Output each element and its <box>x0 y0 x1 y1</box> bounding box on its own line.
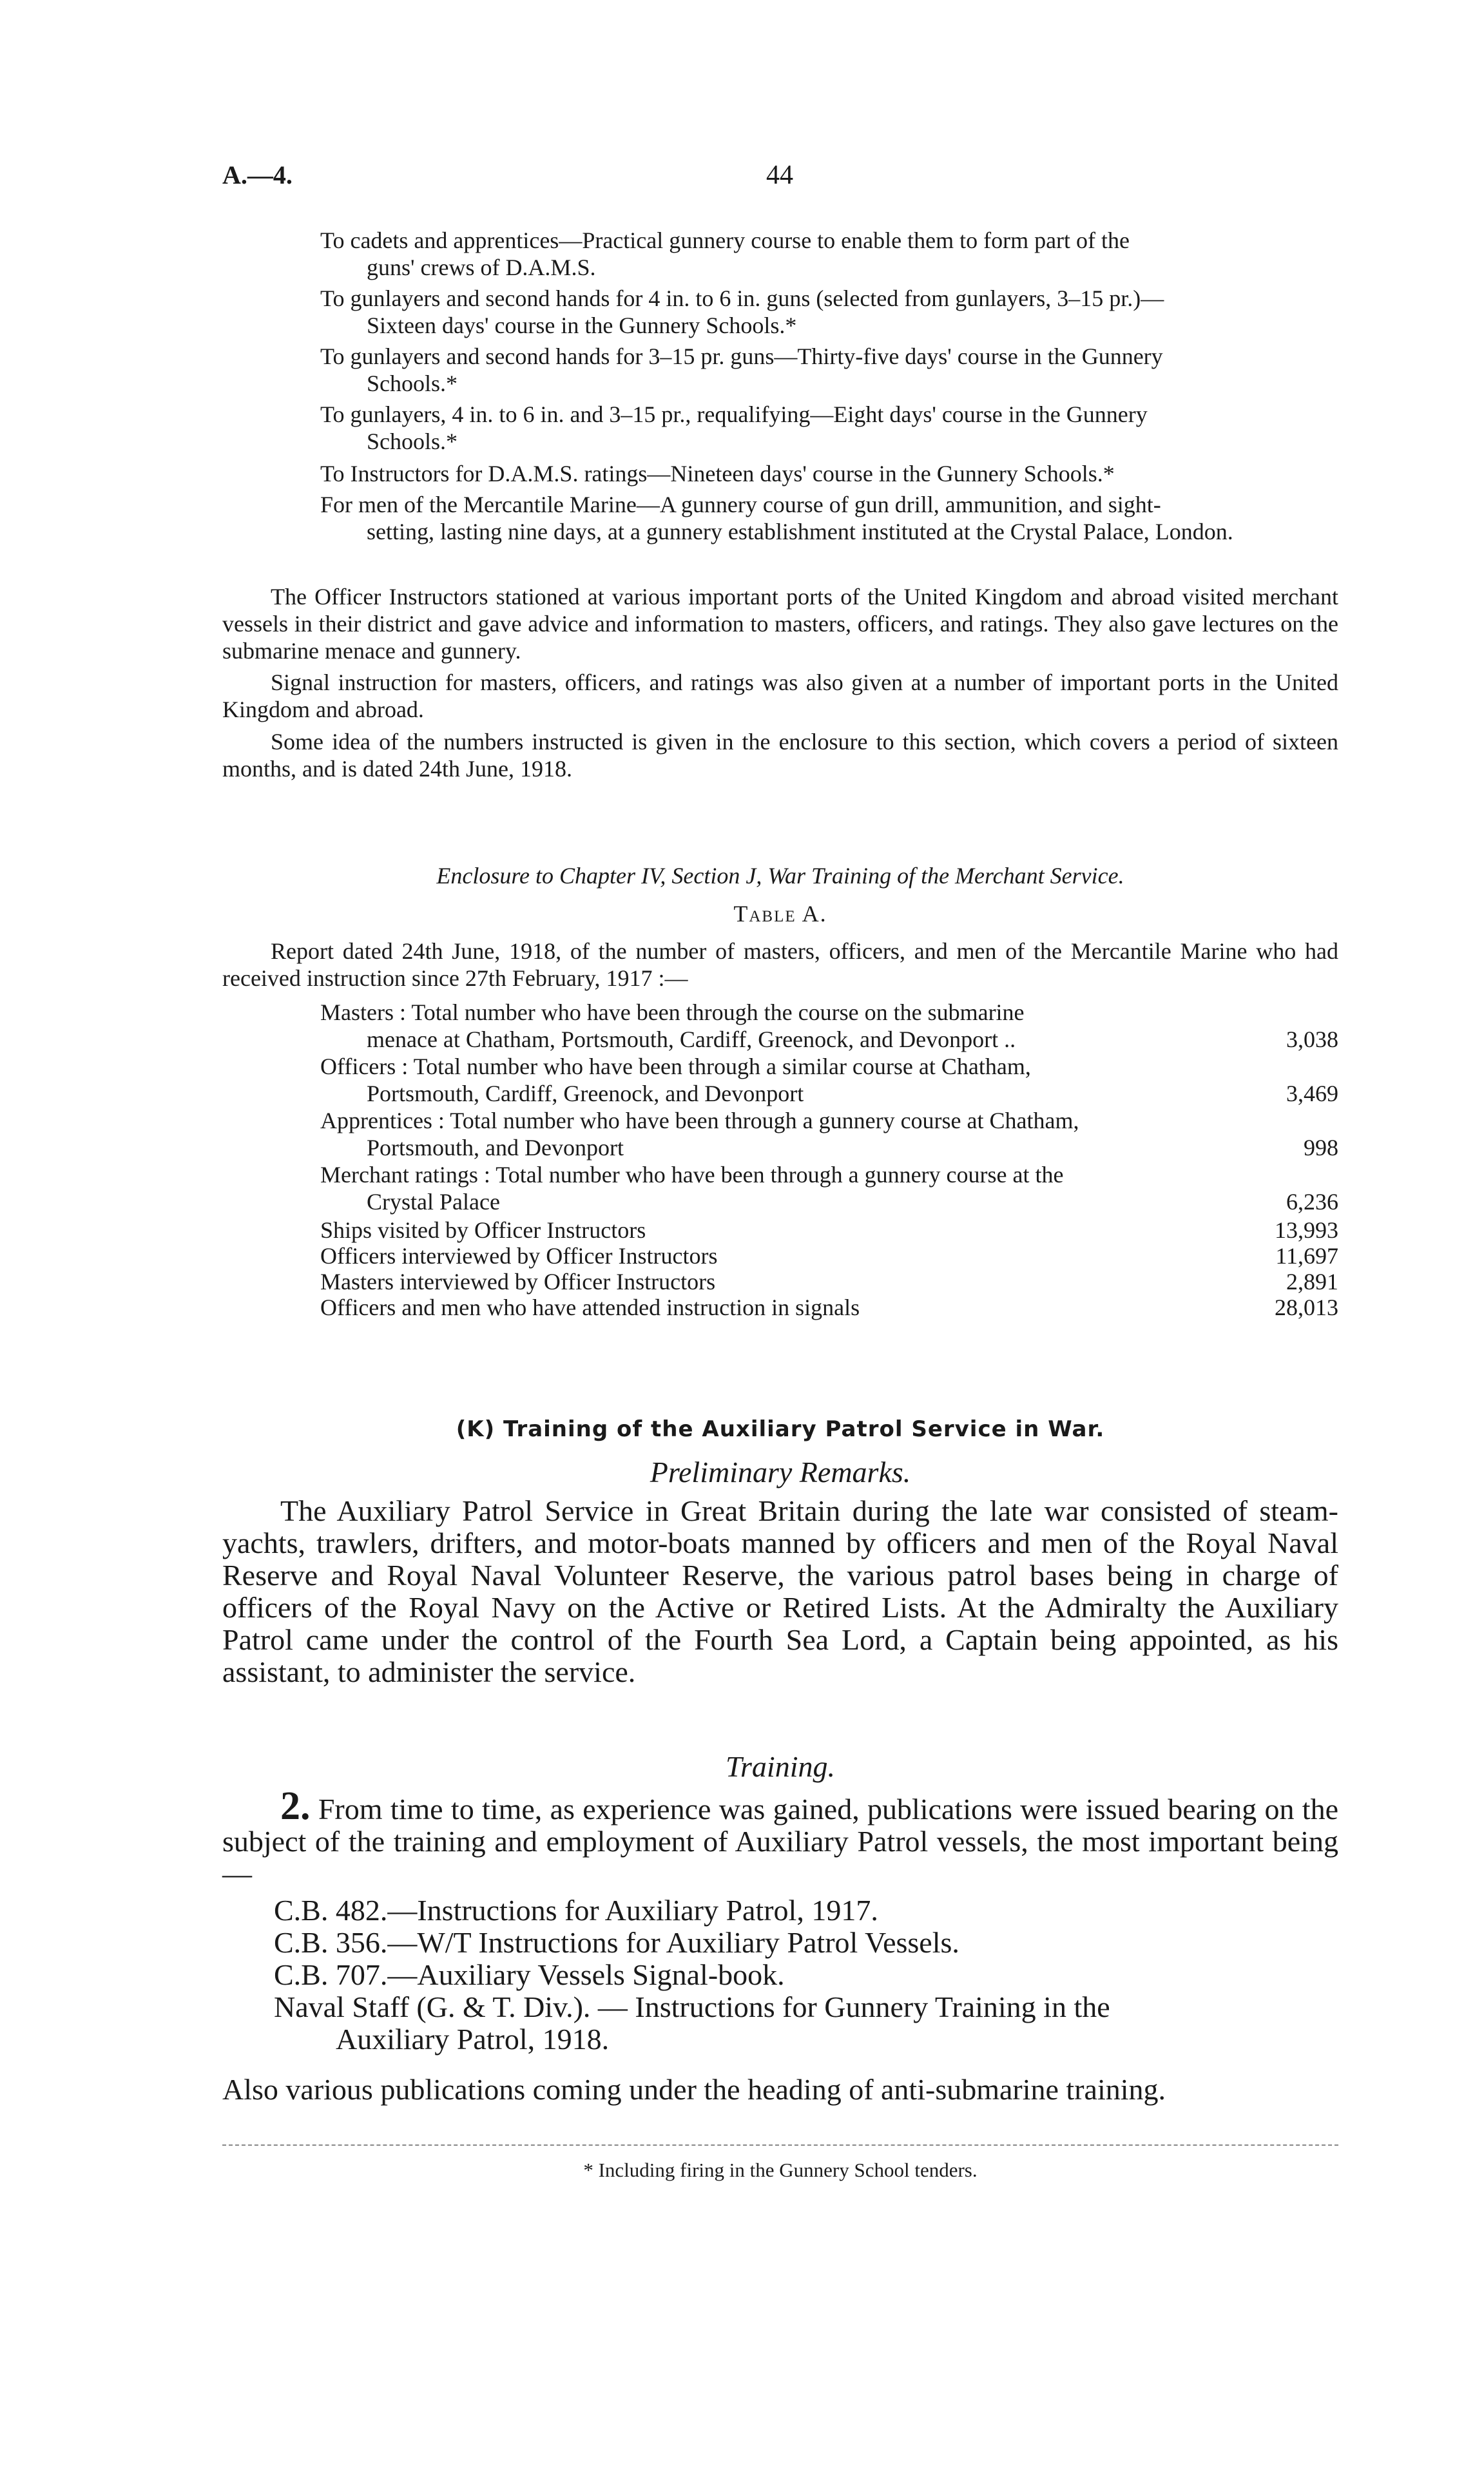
table-row-value: 28,013 <box>1275 1295 1338 1320</box>
table-row-label-cont: Portsmouth, Cardiff, Greenock, and Devonport <box>367 1081 804 1106</box>
table-row-value: 3,038 <box>1286 1026 1338 1052</box>
table-row-label: Apprentices : Total number who have been through a gunnery course at Chatham, <box>320 1108 1079 1133</box>
footnote: * Including firing in the Gunnery School tenders. <box>583 2159 978 2181</box>
table-row <box>320 999 1338 1053</box>
table-row <box>320 1107 1338 1161</box>
body-paragraph: The Officer Instructors stationed at various important ports of the United Kingdom and abroad visited merchant vessels in their district and gave advice and information to masters, officers, and ratings. They also gave lectures on the submarine menace and gunnery. <box>222 584 1338 664</box>
table-row-value: 998 <box>1304 1135 1338 1161</box>
list-item: For men of the Mercantile Marine—A gunnery course of gun drill, ammunition, and sight- setting, lasting nine days, at a gunnery establishment instituted at the Crystal Palace, London. <box>320 492 1233 544</box>
subheading-training: Training. <box>725 1750 835 1783</box>
table-row-label: Officers : Total number who have been through a similar course at Chatham, <box>320 1054 1031 1079</box>
table-row-label-cont: menace at Chatham, Portsmouth, Cardiff, Greenock, and Devonport .. <box>367 1026 1016 1052</box>
table-row-value: 2,891 <box>1286 1269 1338 1295</box>
table-row-value: 6,236 <box>1286 1189 1338 1215</box>
table-row-label: Officers interviewed by Officer Instructors <box>320 1243 718 1269</box>
table-row-value: 11,697 <box>1275 1243 1338 1269</box>
table-row-label: Masters interviewed by Officer Instructors <box>320 1269 716 1295</box>
table-title: Table A. <box>733 901 827 927</box>
body-paragraph: Signal instruction for masters, officers, and ratings was also given at a number of important ports in the United Kingdom and abroad. <box>222 669 1338 722</box>
paragraph-number: 2. <box>280 1784 311 1828</box>
table-row-label-cont: Portsmouth, and Devonport <box>367 1135 624 1161</box>
subheading-preliminary: Preliminary Remarks. <box>650 1456 911 1488</box>
section-paragraph: The Auxiliary Patrol Service in Great Britain during the late war consisted of steam-yachts, trawlers, drifters, and motor-boats manned by officers and men of the Royal Naval Reserve and Royal Naval Volunteer Reserve, the various patrol bases being in charge of officers of the Royal Navy on the Active or Retired Lists. At the Admiralty the Auxiliary Patrol came under the control of the Fourth Sea Lord, a Captain being appointed, as his assistant, to administer the service. <box>222 1494 1338 1688</box>
table-row <box>320 1294 1338 1321</box>
publication-item: C.B. 482.—Instructions for Auxiliary Patrol, 1917. <box>274 1894 878 1927</box>
footnote-divider <box>222 2144 1338 2146</box>
table-row-value: 3,469 <box>1286 1081 1338 1106</box>
section-title: (K) Training of the Auxiliary Patrol Service in War. <box>456 1416 1105 1442</box>
table-row-label: Officers and men who have attended instruction in signals <box>320 1295 860 1320</box>
list-item: To gunlayers and second hands for 3–15 pr. guns—Thirty-five days' course in the Gunnery Schools.* <box>320 343 1163 396</box>
page-number: 44 <box>766 160 793 190</box>
table-row-value: 13,993 <box>1275 1217 1338 1243</box>
publication-item: C.B. 707.—Auxiliary Vessels Signal-book. <box>274 1958 785 1991</box>
publication-item: Naval Staff (G. & T. Div.). — Instructions for Gunnery Training in the Auxiliary Patrol, 1918. <box>274 1990 1110 2056</box>
closing-paragraph: Also various publications coming under the heading of anti-submarine training. <box>222 2073 1166 2106</box>
table-row <box>320 1268 1338 1295</box>
publication-item: C.B. 356.—W/T Instructions for Auxiliary Patrol Vessels. <box>274 1926 959 1959</box>
table-row-label: Ships visited by Officer Instructors <box>320 1217 646 1243</box>
table-row-label-cont: Crystal Palace <box>367 1189 500 1215</box>
list-item: To cadets and apprentices—Practical gunnery course to enable them to form part of the guns' crews of D.A.M.S. <box>320 227 1130 280</box>
table-row <box>320 1161 1338 1215</box>
document-reference: A.—4. <box>222 160 293 189</box>
table-row <box>320 1217 1338 1244</box>
training-paragraph: 2. From time to time, as experience was gained, publications were issued bearing on the subject of the training and employment of Auxiliary Patrol vessels, the most important being— <box>222 1784 1338 1890</box>
list-item: To gunlayers, 4 in. to 6 in. and 3–15 pr., requalifying—Eight days' course in the Gunnery Schools.* <box>320 401 1148 454</box>
table-row <box>320 1053 1338 1107</box>
list-item: To Instructors for D.A.M.S. ratings—Nineteen days' course in the Gunnery Schools.* <box>320 461 1115 486</box>
enclosure-heading: Enclosure to Chapter IV, Section J, War Training of the Merchant Service. <box>436 863 1124 889</box>
table-row-label: Masters : Total number who have been through the course on the submarine <box>320 999 1025 1025</box>
list-item: To gunlayers and second hands for 4 in. to 6 in. guns (selected from gunlayers, 3–15 pr.)— Sixteen days' course in the Gunnery Schools.* <box>320 285 1164 338</box>
table-row <box>320 1242 1338 1269</box>
table-intro: Report dated 24th June, 1918, of the number of masters, officers, and men of the Mercantile Marine who had received instruction since 27th February, 1917 :— <box>222 938 1338 991</box>
page-header <box>222 160 1337 198</box>
body-paragraph: Some idea of the numbers instructed is given in the enclosure to this section, which covers a period of sixteen months, and is dated 24th June, 1918. <box>222 729 1338 782</box>
table-row-label: Merchant ratings : Total number who have been through a gunnery course at the <box>320 1162 1064 1188</box>
